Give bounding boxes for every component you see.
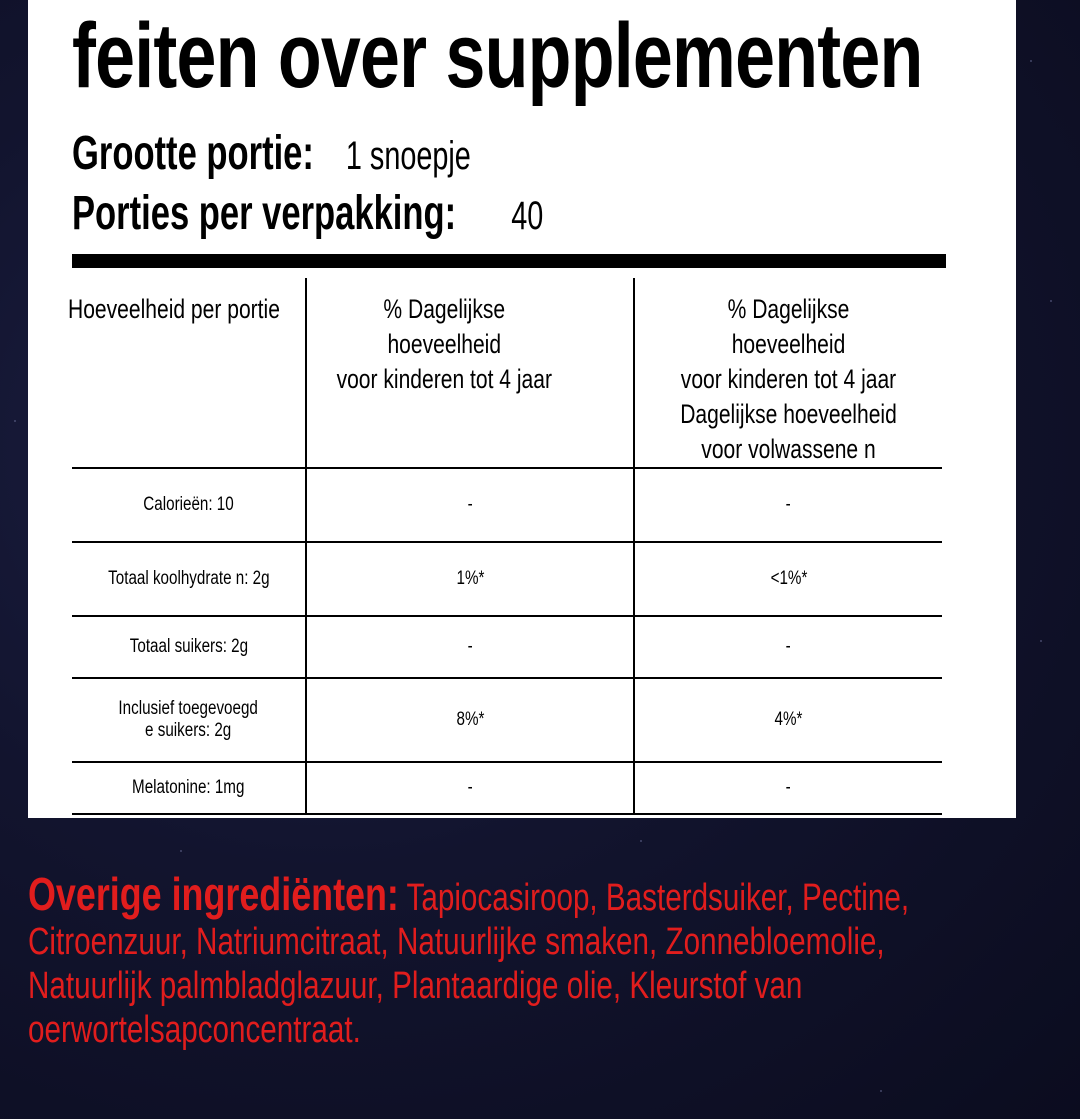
serving-size-value: 1 snoepje: [345, 134, 471, 178]
background-star: [1030, 60, 1032, 62]
serving-size-label: Grootte portie:: [72, 127, 314, 180]
background-star: [1040, 640, 1042, 642]
table-row: [72, 468, 942, 542]
header-cell: Hoeveelheid per portie: [68, 294, 280, 324]
other-ingredients-text: Tapiocasiroop, Basterdsuiker, Pectine, Citroenzuur, Natriumcitraat, Natuurlijke smaken, Zonnebloemolie, Natuurlijk palmbladglazuur, Plantaardige olie, Kleurstof van oerwortelsapconcentraat.: [28, 877, 910, 1051]
background-star: [1050, 300, 1052, 302]
table-header-row: [72, 278, 942, 468]
table-row: [72, 542, 942, 616]
table-row: [72, 616, 942, 678]
nutrient-name: Melatonine: 1mg: [72, 762, 306, 814]
adults-value: 4%*: [634, 678, 942, 762]
background-star: [180, 850, 182, 852]
panel-title: feiten over supplementen: [72, 5, 923, 107]
table-row: [72, 762, 942, 814]
children-value: 8%*: [306, 678, 634, 762]
nutrient-table: [68, 278, 942, 815]
children-value: -: [306, 468, 634, 542]
background-star: [880, 1090, 882, 1092]
nutrient-name: Totaal koolhydrate n: 2g: [72, 542, 306, 616]
adults-value: <1%*: [634, 542, 942, 616]
children-value: 1%*: [306, 542, 634, 616]
divider-rule: [72, 254, 946, 268]
adults-value: -: [634, 468, 942, 542]
background-star: [14, 420, 16, 422]
header-cell: % Dagelijkse hoeveelheid voor kinderen tot 4 jaar: [306, 278, 634, 468]
servings-per-container: [72, 186, 543, 241]
adults-value: -: [634, 762, 942, 814]
servings-per-label: Porties per verpakking:: [72, 187, 457, 240]
adults-value: -: [634, 616, 942, 678]
other-ingredients-label: Overige ingrediënten:: [28, 868, 399, 920]
table-row: [72, 678, 942, 762]
supplement-facts-panel: [28, 0, 1016, 818]
serving-size: [72, 126, 471, 181]
other-ingredients: [28, 868, 1011, 1052]
nutrient-name: Calorieën: 10: [72, 468, 306, 542]
children-value: -: [306, 762, 634, 814]
nutrient-name: Inclusief toegevoegd e suikers: 2g: [72, 678, 306, 762]
header-cell: % Dagelijkse hoeveelheid voor kinderen tot 4 jaar Dagelijkse hoeveelheid voor volwassene n: [634, 278, 942, 468]
servings-per-value: 40: [511, 194, 544, 238]
nutrient-name: Totaal suikers: 2g: [72, 616, 306, 678]
background-star: [640, 840, 642, 842]
children-value: -: [306, 616, 634, 678]
